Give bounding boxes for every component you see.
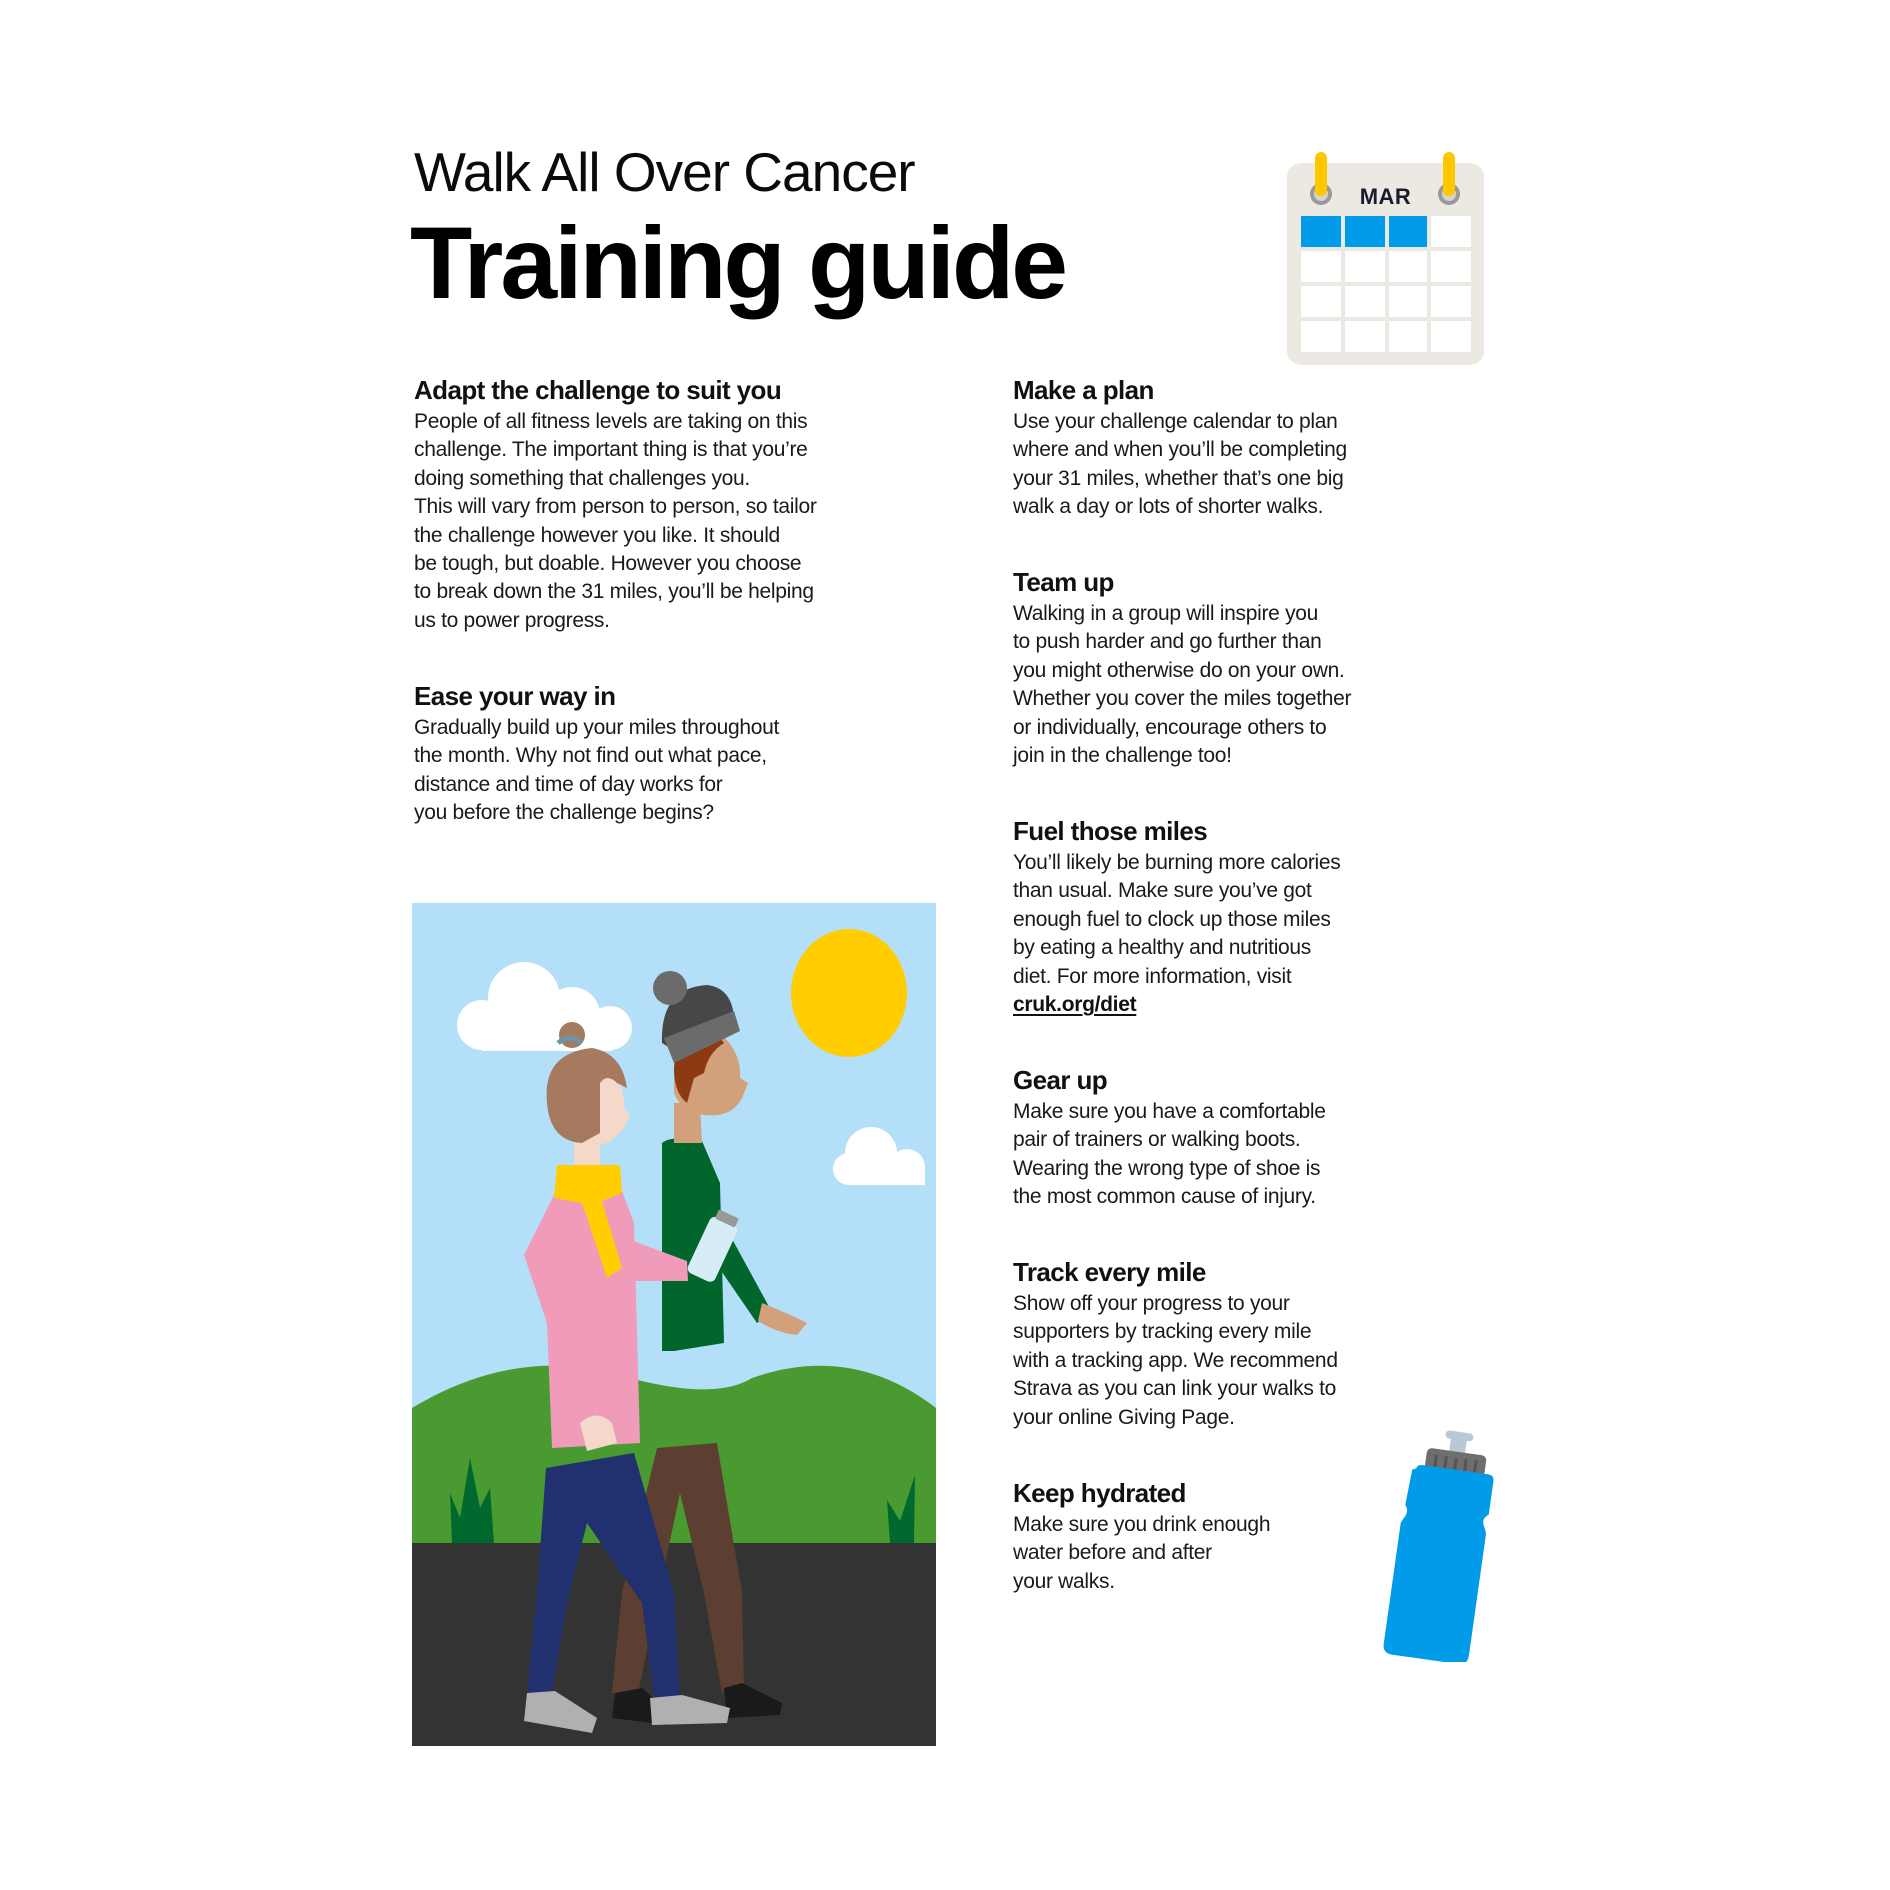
section-body: [1013, 1098, 1553, 1212]
diet-info-link[interactable]: cruk.org/diet: [1013, 993, 1137, 1017]
section-heading: Keep hydrated: [1013, 1478, 1186, 1508]
section-heading: Make a plan: [1013, 375, 1154, 405]
text-line: the most common cause of injury.: [1013, 1185, 1316, 1209]
text-line: us to power progress.: [414, 608, 610, 632]
section-adapt-challenge: [414, 374, 954, 635]
text-line: or individually, encourage others to: [1013, 715, 1327, 739]
section-body: [414, 714, 954, 828]
text-line: Wearing the wrong type of shoe is: [1013, 1156, 1321, 1180]
text-line: you before the challenge begins?: [414, 801, 714, 825]
text-line: join in the challenge too!: [1013, 744, 1232, 768]
text-line: doing something that challenges you.: [414, 466, 750, 490]
section-fuel-those-miles: [1013, 815, 1553, 1019]
text-line: People of all fitness levels are taking on this: [414, 410, 808, 433]
text-line: Make sure you have a comfortable: [1013, 1100, 1326, 1123]
text-line: Make sure you drink enough: [1013, 1513, 1271, 1536]
section-heading: Gear up: [1013, 1065, 1108, 1095]
text-line: you might otherwise do on your own.: [1013, 658, 1345, 682]
text-line: You’ll likely be burning more calories: [1013, 851, 1341, 874]
text-line: where and when you’ll be completing: [1013, 438, 1347, 462]
text-line: be tough, but doable. However you choose: [414, 552, 802, 576]
text-line: by eating a healthy and nutritious: [1013, 936, 1312, 960]
text-line: Strava as you can link your walks to: [1013, 1377, 1337, 1401]
water-bottle-icon: [1378, 1428, 1498, 1662]
text-line: Use your challenge calendar to plan: [1013, 410, 1338, 433]
section-body: [414, 408, 954, 635]
text-line: your 31 miles, whether that’s one big: [1013, 466, 1344, 490]
text-line: supporters by tracking every mile: [1013, 1320, 1312, 1344]
text-line: This will vary from person to person, so tailor: [414, 495, 817, 519]
section-team-up: [1013, 566, 1553, 770]
text-line: to break down the 31 miles, you’ll be helping: [414, 580, 814, 604]
section-heading: Track every mile: [1013, 1257, 1206, 1287]
text-line: walk a day or lots of shorter walks.: [1013, 495, 1324, 519]
section-body: [1013, 408, 1553, 522]
text-line: your walks.: [1013, 1569, 1115, 1593]
section-heading: Team up: [1013, 567, 1114, 597]
section-heading: Ease your way in: [414, 681, 616, 711]
text-line: Walking in a group will inspire you: [1013, 602, 1319, 625]
text-line: the challenge however you like. It should: [414, 523, 780, 547]
text-line: challenge. The important thing is that you’re: [414, 438, 808, 462]
text-line: your online Giving Page.: [1013, 1405, 1235, 1429]
sun-icon: [791, 929, 907, 1057]
walkers-illustration: [412, 903, 936, 1746]
text-line: diet. For more information, visit: [1013, 964, 1292, 988]
text-line: to push harder and go further than: [1013, 630, 1322, 654]
calendar-icon: [1287, 150, 1487, 368]
text-line: water before and after: [1013, 1541, 1212, 1565]
text-line: the month. Why not find out what pace,: [414, 744, 767, 768]
text-line: Whether you cover the miles together: [1013, 687, 1352, 711]
text-line: pair of trainers or walking boots.: [1013, 1128, 1301, 1152]
section-body: [1013, 600, 1553, 770]
text-line: distance and time of day works for: [414, 772, 723, 796]
section-heading: Adapt the challenge to suit you: [414, 375, 782, 405]
text-line: Show off your progress to your: [1013, 1292, 1290, 1315]
text-line: with a tracking app. We recommend: [1013, 1348, 1338, 1372]
section-gear-up: [1013, 1064, 1553, 1212]
section-body: [1013, 1290, 1553, 1432]
section-make-a-plan: [1013, 374, 1553, 522]
text-line: enough fuel to clock up those miles: [1013, 907, 1331, 931]
text-line: Gradually build up your miles throughout: [414, 716, 780, 739]
supertitle: Walk All Over Cancer: [414, 141, 915, 203]
page-title: Training guide: [410, 206, 1066, 320]
section-track-every-mile: [1013, 1256, 1553, 1432]
calendar-month-label: MAR: [1359, 184, 1412, 209]
section-ease-your-way-in: [414, 680, 954, 828]
section-heading: Fuel those miles: [1013, 816, 1208, 846]
section-body: [1013, 849, 1553, 1019]
text-line: than usual. Make sure you’ve got: [1013, 879, 1312, 903]
